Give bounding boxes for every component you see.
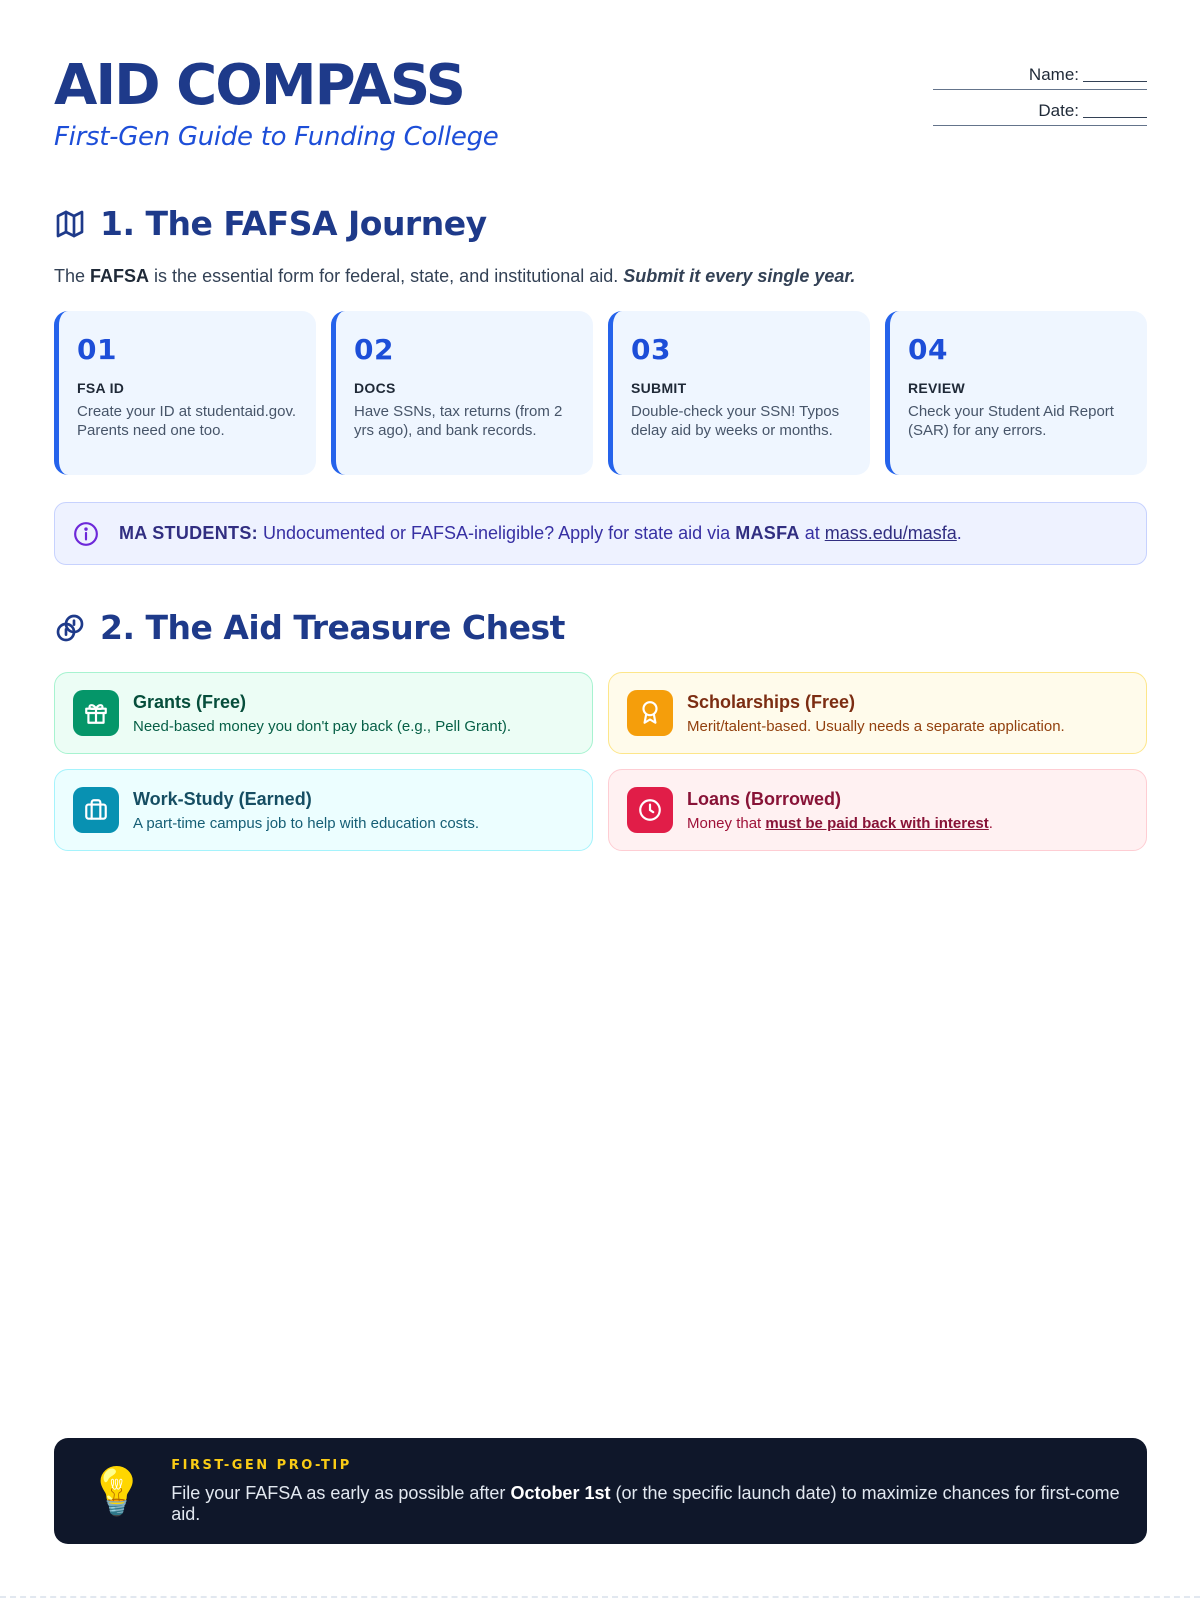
aid-desc	[687, 815, 993, 832]
header	[54, 54, 1147, 164]
aid-desc: A part-time campus job to help with education costs.	[133, 814, 480, 832]
aid-card-work-study	[54, 769, 593, 851]
step-card	[608, 311, 870, 475]
step-label: FSA ID	[77, 380, 125, 396]
tip-text: File your FAFSA as early as possible after	[171, 1482, 511, 1503]
aid-desc: Merit/talent-based. Usually needs a separate application.	[687, 717, 1065, 735]
fafsa-steps	[54, 311, 1147, 475]
step-text: Have SSNs, tax returns (from 2 yrs ago), and bank records.	[354, 403, 563, 439]
section-fafsa-title: 1. The FAFSA Journey	[100, 204, 487, 243]
intro-text-mid: is the essential form for federal, state, and institutional aid.	[149, 266, 624, 286]
step-card	[885, 311, 1147, 475]
student-meta	[933, 54, 1147, 126]
notice-masfa: MASFA	[735, 523, 800, 543]
aid-name: Grants (Free)	[133, 691, 247, 712]
section-aid-heading	[54, 608, 565, 647]
name-field[interactable]	[933, 58, 1147, 90]
step-number: 04	[908, 333, 948, 366]
step-label: SUBMIT	[631, 380, 687, 396]
notice-body: Undocumented or FAFSA-ineligible? Apply for state aid via	[257, 523, 736, 543]
notice-body-mid: at	[799, 523, 825, 543]
notice-lead: MA STUDENTS:	[119, 523, 258, 543]
info-icon	[73, 521, 99, 547]
lightbulb-icon: 💡	[88, 1465, 146, 1517]
loan-desc-text: Money that	[687, 814, 766, 832]
step-number: 01	[77, 333, 117, 366]
pro-tip-banner	[54, 1438, 1147, 1544]
intro-text: The	[54, 266, 91, 286]
page-title: AID COMPASS	[54, 53, 464, 118]
page-bottom-divider	[0, 1596, 1200, 1598]
award-icon	[637, 700, 663, 726]
step-card	[54, 311, 316, 475]
step-label: REVIEW	[908, 380, 966, 396]
name-label: Name:	[1028, 64, 1079, 84]
date-blank[interactable]	[1083, 104, 1147, 118]
step-number: 03	[631, 333, 671, 366]
clock-icon	[637, 797, 663, 823]
loan-desc-emphasis: must be paid back with interest	[765, 814, 989, 832]
intro-fafsa: FAFSA	[90, 266, 150, 286]
loan-icon-tile	[627, 787, 673, 833]
step-label: DOCS	[354, 380, 396, 396]
aid-name: Scholarships (Free)	[687, 691, 856, 712]
aid-name: Work-Study (Earned)	[133, 788, 312, 809]
aid-card-loans	[608, 769, 1147, 851]
tip-text-end: (or the specific launch date) to maximize chances for first-come aid.	[171, 1482, 1120, 1524]
name-blank[interactable]	[1083, 68, 1147, 82]
ma-students-notice	[54, 502, 1147, 565]
intro-emphasis: Submit it every single year.	[623, 266, 856, 286]
workstudy-icon-tile	[73, 787, 119, 833]
pro-tip-tag: FIRST-GEN PRO-TIP	[171, 1457, 352, 1473]
aid-card-grants	[54, 672, 593, 754]
section-aid-title: 2. The Aid Treasure Chest	[100, 608, 565, 647]
notice-body-end: .	[956, 523, 962, 543]
fafsa-intro	[54, 266, 855, 287]
masfa-link[interactable]: mass.edu/masfa	[824, 523, 957, 543]
briefcase-icon	[83, 797, 109, 823]
aid-types-grid	[54, 672, 1147, 851]
pro-tip-text	[171, 1483, 1147, 1525]
tip-date: October 1st	[510, 1482, 611, 1503]
date-field[interactable]	[933, 94, 1147, 126]
loan-desc-end: .	[988, 814, 993, 832]
gift-icon	[83, 700, 109, 726]
coins-icon	[54, 612, 86, 644]
step-text: Create your ID at studentaid.gov. Parents need one too.	[77, 403, 297, 439]
aid-name: Loans (Borrowed)	[687, 788, 842, 809]
step-card	[331, 311, 593, 475]
section-fafsa-heading	[54, 204, 487, 243]
aid-desc: Need-based money you don't pay back (e.g., Pell Grant).	[133, 717, 512, 735]
step-text: Double-check your SSN! Typos delay aid by weeks or months.	[631, 403, 840, 439]
notice-text	[119, 523, 962, 544]
page-subtitle: First-Gen Guide to Funding College	[54, 122, 499, 152]
grant-icon-tile	[73, 690, 119, 736]
scholarship-icon-tile	[627, 690, 673, 736]
date-label: Date:	[1038, 100, 1079, 120]
aid-card-scholarships	[608, 672, 1147, 754]
step-text: Check your Student Aid Report (SAR) for any errors.	[908, 403, 1114, 439]
map-icon	[54, 208, 86, 240]
step-number: 02	[354, 333, 394, 366]
